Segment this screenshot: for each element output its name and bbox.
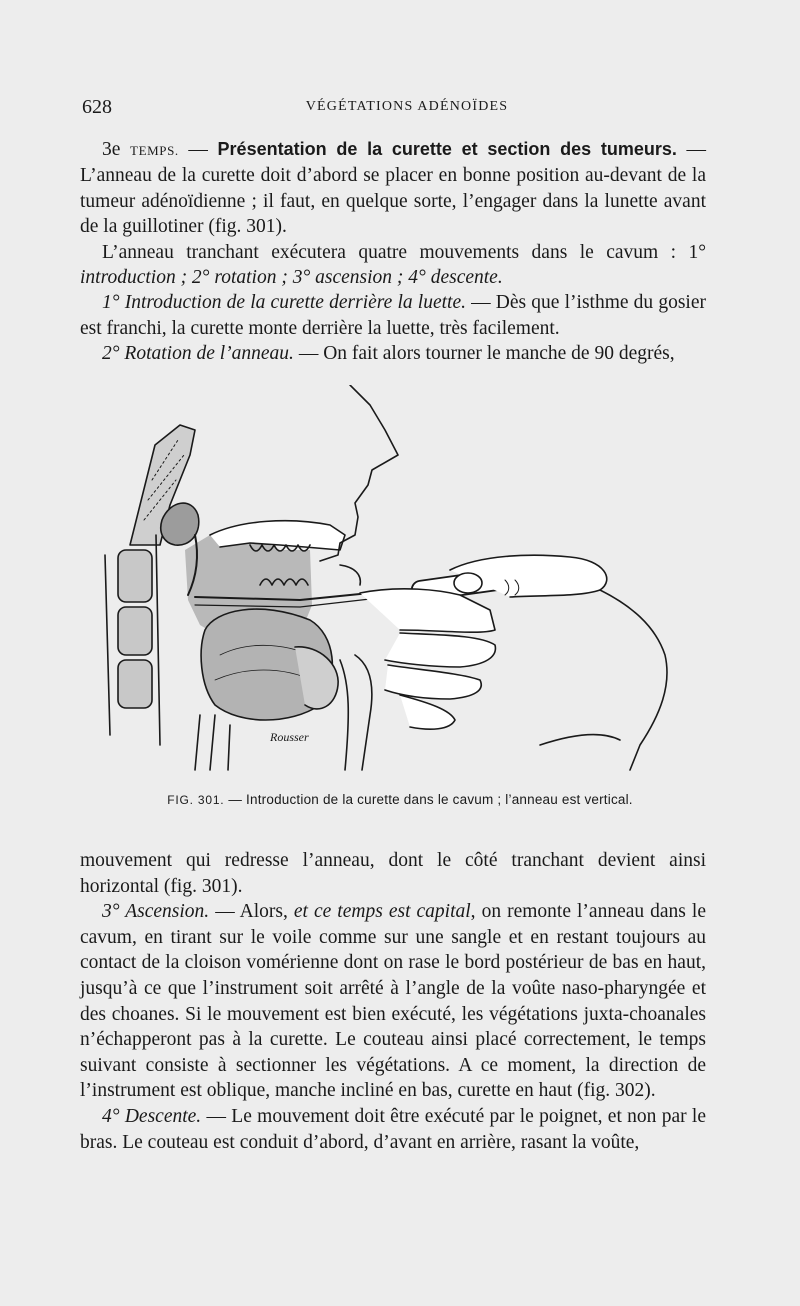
- caption-label: FIG. 301.: [167, 793, 225, 807]
- larynx: [340, 655, 372, 770]
- anatomical-illustration: [100, 385, 690, 775]
- paragraph-text: L’anneau tranchant exécutera quatre mouvements dans le cavum : 1°: [102, 241, 706, 263]
- paragraph-text: — Le mouvement doit être exécuté par le poignet, et non par le bras. Le couteau est conduit d’abord, d’avant en arrière, rasant la voûte,: [80, 1105, 706, 1153]
- step-label: TEMPS.: [130, 143, 179, 158]
- paragraph-descente: [80, 1104, 706, 1155]
- paragraph-text: — L’anneau de la curette doit d’abord se placer en bonne position au-devant de la tumeur adénoïdienne ; il faut, en quelque sorte, l’engager dans la lunette avant de la guillotiner (fig. 301).: [80, 139, 707, 238]
- lips: [340, 565, 360, 585]
- wrist: [600, 590, 667, 770]
- little-finger: [400, 695, 455, 729]
- index-finger: [360, 589, 495, 632]
- running-title: VÉGÉTATIONS ADÉNOÏDES: [305, 99, 509, 114]
- paragraph-text: mouvement qui redresse l’anneau, dont le côté tranchant devient ainsi horizontal (fig. 301).: [80, 850, 706, 897]
- subheading-rotation: 2° Rotation de l’anneau.: [102, 343, 294, 365]
- paragraph-text: — On fait alors tourner le manche de 90 degrés,: [293, 343, 675, 365]
- paragraph-presentation: [80, 137, 706, 240]
- step-number: 3e: [102, 139, 121, 160]
- caption-text: — Introduction de la curette dans le cavum ; l’anneau est vertical.: [224, 792, 633, 807]
- vertebra-2: [118, 607, 152, 655]
- paragraph-introduction: [80, 290, 706, 341]
- palate: [210, 521, 345, 550]
- subheading-descente: 4° Descente.: [102, 1105, 202, 1127]
- middle-finger: [385, 633, 495, 667]
- spinal-line: [156, 535, 160, 745]
- paragraph-text: — Alors,: [209, 901, 294, 923]
- page-number: 628: [82, 96, 112, 118]
- figure-caption: [90, 792, 710, 807]
- upper-text-block: [80, 137, 706, 367]
- dash: —: [178, 139, 218, 160]
- paragraph-continuation: [80, 848, 706, 899]
- paragraph-movements: [80, 240, 706, 291]
- illustration-svg: [100, 385, 690, 775]
- subheading-introduction: 1° Introduction de la curette derrière la luette.: [102, 292, 466, 314]
- thumbnail: [454, 573, 482, 593]
- vertebra-1: [118, 550, 152, 602]
- paragraph-text: — Dès que l’isthme du gosier est franchi, la curette monte derrière la luette, très facilement.: [80, 292, 707, 339]
- paragraph-ascension: [80, 899, 706, 1104]
- page-header: [82, 96, 712, 120]
- subheading-ascension: 3° Ascension.: [102, 901, 210, 923]
- ring-finger: [385, 665, 481, 699]
- lower-text-block: [80, 848, 706, 1155]
- vertebra-3: [118, 660, 152, 708]
- paragraph-rotation: [80, 341, 706, 366]
- artist-signature: Rousser: [270, 730, 309, 744]
- emphasis: et ce temps est capital: [293, 901, 471, 923]
- movement-list: introduction ; 2° rotation ; 3° ascension ; 4° descente.: [80, 267, 503, 289]
- section-heading: Présentation de la curette et section des tumeurs.: [217, 139, 677, 159]
- paragraph-text: , on remonte l’anneau dans le cavum, en tirant sur le voile comme sur une sangle et en restant toujours au contact de la cloison vomérienne dont on rase le bord postérieur de bas en haut, jusqu’à ce que l’instrument soit arrêté à l’angle de la voûte naso-pharyngée et des choanes. Si le mouvement est bien exécuté, les végétations juxta-choanales n’échapperont pas à la curette. Le couteau ainsi placé correctement, le temps suivant consiste à sectionner les végétations. A ce moment, la direction de l’instrument est oblique, manche incliné en bas, curette en haut (fig. 302).: [80, 901, 706, 1102]
